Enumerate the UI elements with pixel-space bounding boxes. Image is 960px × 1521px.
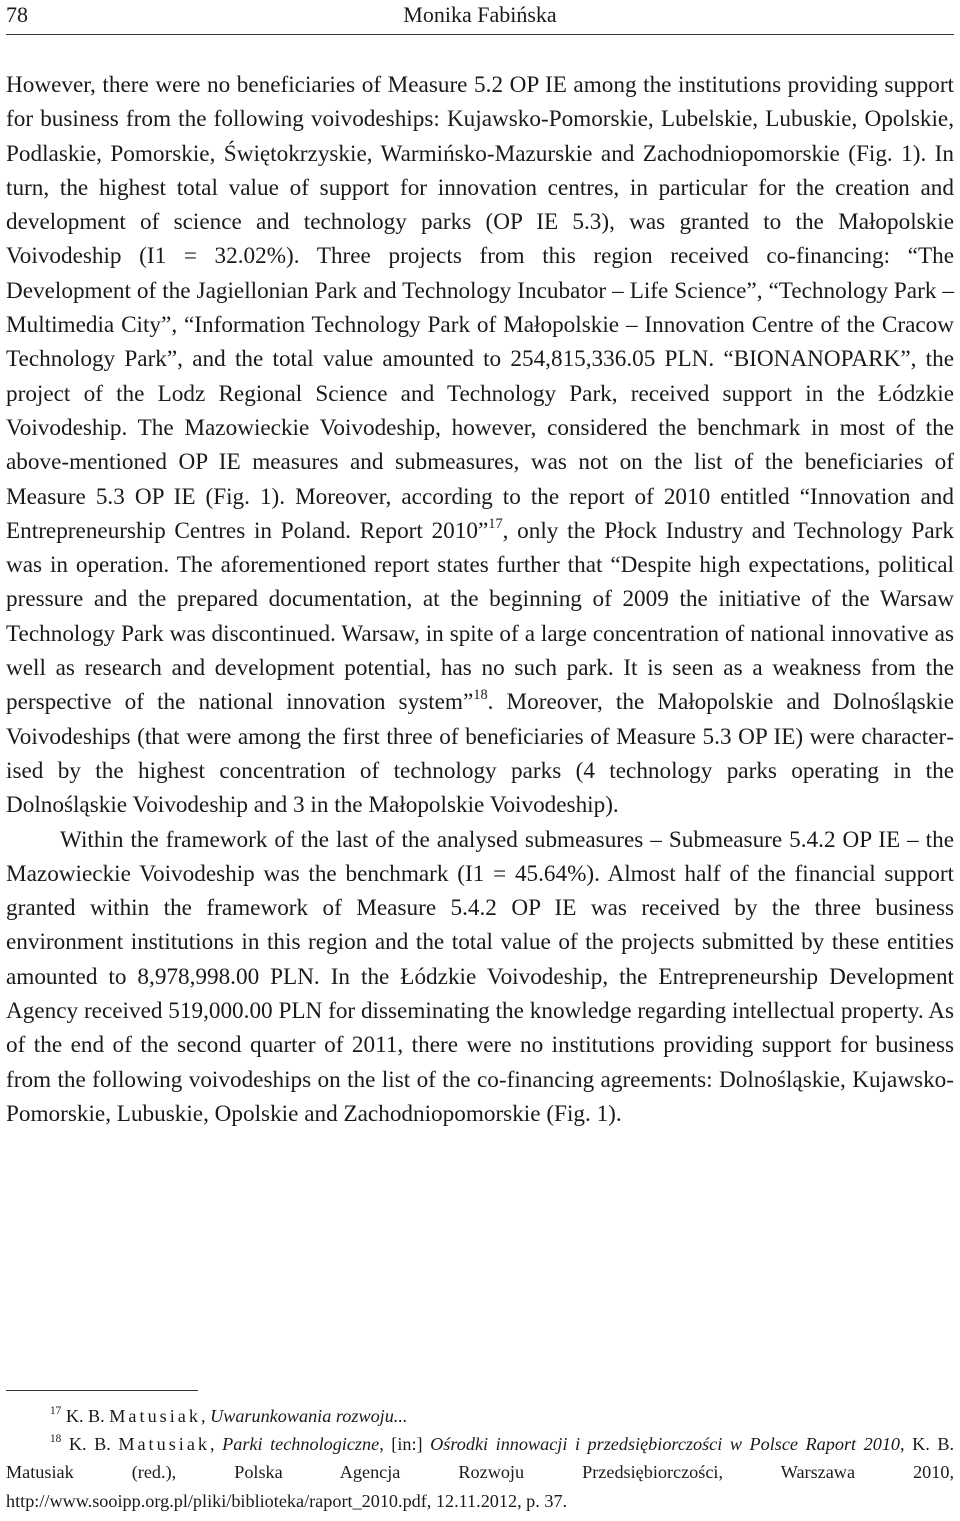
- footnote-in: , [in:]: [379, 1434, 431, 1455]
- footnotes: [6, 1402, 954, 1515]
- body-text: [6, 68, 954, 1131]
- footnote-ref-18: 18: [473, 687, 488, 704]
- footnote-number: 18: [50, 1433, 62, 1446]
- footnote-author-surname: Matusiak: [109, 1406, 201, 1426]
- footnote-details: , K. B. Matusiak (red.), Polska Agencja Rozwoju Przedsiębiorczości, Warszawa 2010, http://www.sooipp.org.pl/pliki/biblioteka/raport_2010.pdf, 12.11.2012, p. 37.: [6, 1434, 955, 1511]
- running-head-author: Monika Fabińska: [403, 2, 557, 27]
- footnote-separator: ,: [210, 1434, 223, 1455]
- footnote-number: 17: [50, 1405, 62, 1418]
- footnote-author-surname: Matusiak: [118, 1434, 211, 1455]
- paragraph-1-text-continued: , only the Płock Industry and Technology Park was in operation. The aforementioned report states further that “Despite high expectations, political pressure and the prepared documentation, at the beginning of 2009 the initiative of the Warsaw Technology Park was discontinued. Warsaw, in spite of a large concentration of national innovative as well as research and development potential, has no such park. It is seen as a weakness from the perspective of the national innovation system”: [6, 517, 954, 716]
- footnote-author-initials: K. B.: [68, 1434, 119, 1455]
- paragraph-1-text-end: . Moreover, the Małopolskie and Dolnośląskie Voivodeships (that were among the first three of beneficiaries of Measure 5.3 OP IE) were characterised by the highest concentration of technology parks (4 technology parks operating in the Dolnośląskie Voivodeship and 3 in the Małopolskie Voivodeship).: [6, 689, 955, 819]
- paragraph-2: [6, 823, 954, 1132]
- footnote-author-initials: K. B.: [65, 1406, 110, 1426]
- footnote-book-title: Ośrodki innowacji i przedsiębiorczości w Polsce Raport 2010: [430, 1434, 901, 1455]
- footnote-ref-17: 17: [488, 515, 503, 532]
- header-rule: [6, 34, 954, 35]
- footnote-title: Parki technologiczne: [222, 1434, 380, 1455]
- paragraph-2-text: Within the framework of the last of the analysed submeasures – Submeasure 5.4.2 OP IE – the Mazowieckie Voivodeship was the benchmark (I1 = 45.64%). Almost half of the financial support granted within the framework of Measure 5.4.2 OP IE was received by the three business environment institutions in this region and the total value of the projects submitted by these entities amounted to 8,978,998.00 PLN. In the Łódzkie Voivodeship, the Entrepreneurship Development Agency received 519,000.00 PLN for disseminating the knowledge regarding intellectual property. As of the end of the second quarter of 2011, there were no institutions providing support for business from the following voivodeships on the list of the co-financing agreements: Dolnośląskie, Kujawsko-Pomorskie, Lubuskie, Opolskie and Zachodniopomorskie (Fig. 1).: [6, 826, 954, 1127]
- paragraph-1-text: However, there were no beneficiaries of Measure 5.2 OP IE among the institutions providing support for business from the following voivodeships: Kujawsko-Pomorskie, Lubelskie, Lubuskie, Opolskie, Podlaskie, Pomorskie, Świętokrzyskie, Warmińsko-Mazurskie and Zachodniopomorskie (Fig. 1). In turn, the highest total value of support for innovation centres, in particular for the creation and development of science and technology parks (OP IE 5.3), was granted to the Małopolskie Voivodeship (I1 = 32.02%). Three projects from this region received co-financing: “The Development of the Jagiellonian Park and Technology Incubator – Life Science”, “Technology Park – Multimedia City”, “Information Technology Park of Małopolskie – Innovation Centre of the Cracow Technology Park”, and the total value amounted to 254,815,336.05 PLN. “BIONANOPARK”, the project of the Lodz Regional Science and Technology Park, received support in the Łódzkie Voivodeship. The Mazowieckie Voivodeship, however, considered the benchmark in most of the above-mentioned OP IE measures and submeasures, was not on the list of the beneficiaries of Measure 5.3 OP IE (Fig. 1). Moreover, according to the report of 2010 entitled “Innovation and Entrepreneurship Centres in Poland. Report 2010”: [6, 72, 954, 544]
- footnote-title: Uwarunkowania rozwoju...: [210, 1406, 408, 1426]
- page-header: [6, 0, 954, 34]
- page-number: 78: [6, 2, 28, 27]
- footnote-18: [6, 1430, 954, 1515]
- paragraph-1: [6, 68, 954, 823]
- footnote-18-lead: [6, 1434, 954, 1510]
- footnote-rule: [6, 1390, 198, 1391]
- footnote-separator: ,: [200, 1406, 211, 1426]
- footnote-17: [6, 1402, 954, 1430]
